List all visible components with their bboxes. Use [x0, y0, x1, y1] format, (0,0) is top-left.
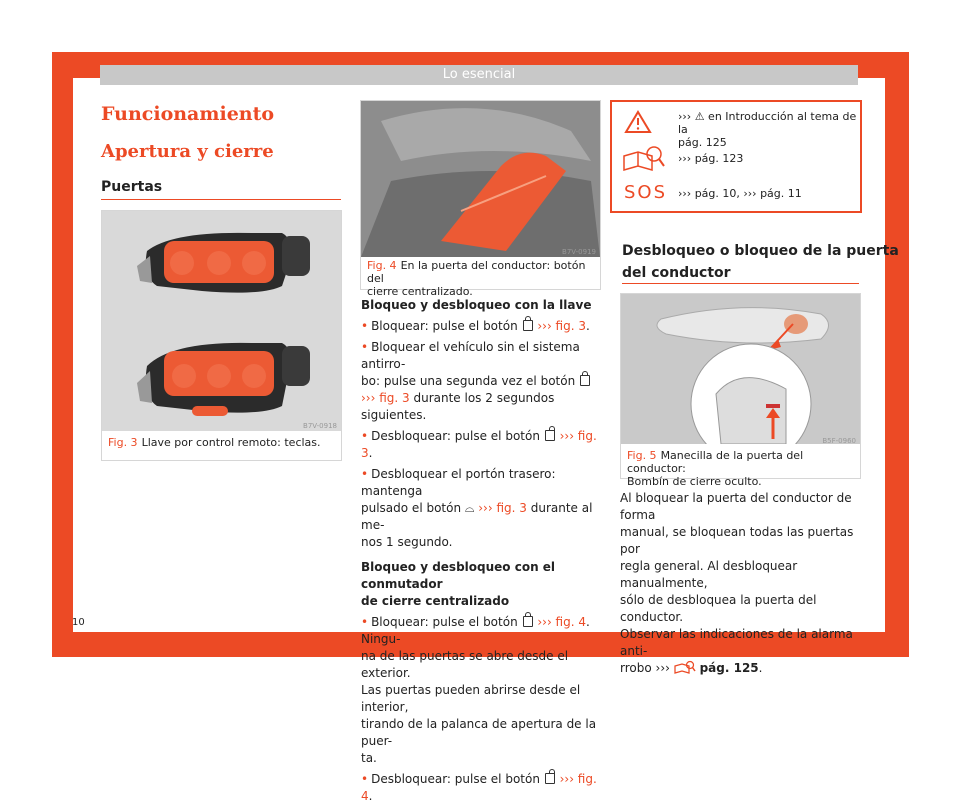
key-fob-bottom — [137, 343, 310, 416]
door-button-image — [361, 101, 600, 257]
door-handle-image — [621, 294, 860, 444]
figure-3-label: Fig. 3 — [108, 436, 138, 449]
col3-paragraph: Al bloquear la puerta del conductor de forma manual, se bloquean todas las puertas por regla general. Al desbloquear manualmente, sólo de desbloquea la puerta del conductor. Observar las indicaciones de la alarma anti- rrobo ››› pág. 125. — [620, 491, 854, 675]
car-icon: ⌓ — [464, 501, 475, 515]
bullet-central-lock: • Bloquear: pulse el botón ››› fig. 4. Ningu- na de las puertas se abre desde el exterior. Las puertas pueden abrirse desde el interior, tirando de la palanca de apertura de la puer- ta. — [361, 615, 597, 765]
figure-3 — [101, 210, 342, 461]
figure-4-label: Fig. 4 — [367, 259, 397, 272]
col2-heading-2: Bloqueo y desbloqueo con el conmutador de cierre centralizado — [361, 560, 556, 608]
figure-4-caption-l2: cierre centralizado. — [367, 285, 473, 298]
key-fob-top — [137, 233, 310, 293]
bullet-unlock: • Desbloquear: pulse el botón ››› fig. 3. — [361, 429, 597, 460]
col3-heading: Desbloqueo o bloqueo de la puerta del conductor — [622, 243, 899, 281]
warn-ref-2: ››› pág. 123 — [678, 152, 744, 165]
main-heading: Funcionamiento — [101, 103, 275, 125]
bullet-tailgate: • Desbloquear el portón trasero: mantenga pulsado el botón ⌓ ››› fig. 3 durante al me- nos 1 segundo. — [361, 467, 593, 549]
figure-3-caption — [108, 436, 321, 449]
figure-4-caption-l1: En la puerta del conductor: botón del — [367, 259, 586, 285]
figure-3-code: B7V-0918 — [303, 422, 337, 430]
column-2-text — [361, 297, 601, 805]
figure-4-caption — [367, 259, 600, 298]
col3-divider — [622, 283, 859, 284]
sub-heading: Apertura y cierre — [101, 141, 274, 162]
key-fob-image — [102, 211, 341, 431]
lock-icon — [523, 320, 533, 331]
unlock-icon — [545, 773, 555, 784]
col2-heading-1: Bloqueo y desbloqueo con la llave — [361, 298, 592, 312]
header-title: Lo esencial — [100, 65, 858, 85]
figure-5-label: Fig. 5 — [627, 449, 657, 462]
warning-icon — [624, 110, 652, 134]
section-divider — [101, 199, 341, 200]
page-number: 10 — [72, 617, 85, 628]
warn-ref-3: ››› pág. 10, ››› pág. 11 — [678, 187, 802, 200]
figure-5-caption-l1: Manecilla de la puerta del conductor: — [627, 449, 804, 475]
warn-ref-1: ››› ⚠ en Introducción al tema de la pág. 125 — [678, 110, 857, 149]
sos-icon: SOS — [624, 182, 668, 203]
figure-5-caption-l2: Bombín de cierre oculto. — [627, 475, 762, 488]
section-heading: Puertas — [101, 179, 163, 195]
figure-5-code: B5F-0960 — [822, 437, 856, 445]
book-magnifier-icon — [674, 660, 696, 674]
bullet-antitheft: • Bloquear el vehículo sin el sistema antirro- bo: pulse una segunda vez el botón ››› fig. 3 durante los 2 segundos siguientes. — [361, 339, 601, 424]
bullet-lock: • Bloquear: pulse el botón ››› fig. 3. — [361, 319, 590, 333]
figure-5 — [620, 293, 861, 488]
bullet-central-unlock: • Desbloquear: pulse el botón ››› fig. 4. — [361, 772, 597, 803]
book-magnifier-icon — [622, 144, 666, 172]
figure-4-code: B7V-0919 — [562, 248, 596, 256]
lock-icon — [580, 375, 590, 386]
figure-5-caption — [627, 449, 860, 488]
unlock-icon — [545, 430, 555, 441]
figure-3-caption-text: Llave por control remoto: teclas. — [141, 436, 321, 449]
figure-4 — [360, 100, 601, 298]
lock-icon — [523, 616, 533, 627]
reference-box — [610, 100, 862, 213]
